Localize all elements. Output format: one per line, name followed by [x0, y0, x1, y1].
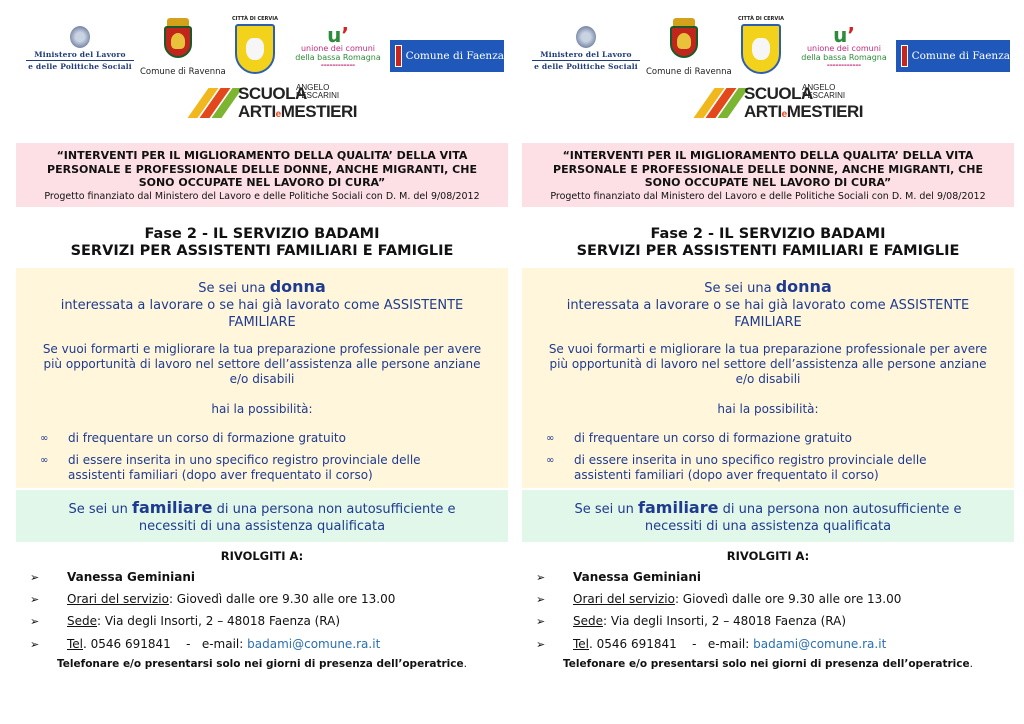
- project-header: [522, 143, 1014, 207]
- scuola-stripes-icon: [694, 88, 742, 118]
- ministero-line2: e delle Politiche Sociali: [532, 60, 640, 71]
- donna-highlight: donna: [269, 277, 326, 296]
- ministero-line2: e delle Politiche Sociali: [26, 60, 134, 71]
- arrow-bullet-icon: ➢: [30, 615, 40, 628]
- footer-note: Telefonare e/o presentarsi solo nei giorni di presenza dell’operatrice.: [57, 658, 467, 670]
- infinity-bullet-icon: ∞: [546, 433, 555, 444]
- cervia-caption: CITTÀ DI CERVIA: [232, 16, 278, 22]
- donna-section: [522, 268, 1014, 488]
- arrow-bullet-icon: ➢: [536, 615, 546, 628]
- unione-small-print: ▬▬▬▬▬▬▬▬▬▬▬▬: [826, 63, 861, 67]
- scuola-arti-mestieri: ARTIeMESTIERI: [238, 102, 358, 121]
- cervia-caption: CITTÀ DI CERVIA: [738, 16, 784, 22]
- scuola-word: SCUOLA: [744, 84, 813, 103]
- phase-title-line2: SERVIZI PER ASSISTENTI FAMILIARI E FAMIGLIE: [576, 243, 960, 259]
- possibility-label: hai la possibilità:: [211, 402, 313, 416]
- donna-highlight: donna: [775, 277, 832, 296]
- flyer-right: Ministero del Lavoro e delle Politiche Sociali Comune di Ravenna CITTÀ DI CERVIA u’ unione dei comuni della bassa Romagna ▬▬▬▬▬▬▬▬▬▬▬▬ Comune di Faenza SCUOLA ANGELO PESCARINI ARTIeMESTIERI “INTERVENTI PER IL MIGLIORAMENTO DELLA QUALITA’ DELLA VITA PERSONALE E PROFESSIONALE DELLE DONNE, ANCHE MIGRANTI, CHE SONO OCCUPATE NEL LAVORO DI CURA” Progetto finanziato dal Ministero del Lavoro e delle Politiche Sociali con D. M. del 9/08/2012 Fase 2 - IL SERVIZIO BADAMI SERVIZI PER ASSISTENTI FAMILIARI E FAMIGLIE Se sei una donna interessata a lavorare o se hai già lavorato come ASSISTENTE FAMILIARE Se vuoi formarti e migliorare la tua preparazione professionale per avere più opportunità di lavoro nel settore dell’assistenza alle persone anziane e/o disabili hai la possibilità: ∞ di frequentare un corso di formazione gratuito ∞ di essere inserita in uno specifico registro provinciale delle assistenti familiari (dopo aver frequentato il corso) Se sei un familiare di una persona non autosufficiente e necessiti di una assistenza qualificata RIVOLGITI A: ➢ Vanessa Geminiani ➢ Orari del servizio: Giovedì dalle ore 9.30 alle ore 13.00 ➢ Sede: Via degli Insorti, 2 – 48018 Faenza (RA) ➢ Tel. 0546 691841 - e-mail: badami@comune.ra.it Telefonare e/o presentarsi solo nei giorni di presenza dell’operatrice.: [522, 0, 1014, 724]
- footer-note: Telefonare e/o presentarsi solo nei giorni di presenza dell’operatrice.: [563, 658, 973, 670]
- arrow-bullet-icon: ➢: [30, 571, 40, 584]
- scuola-logo: [694, 82, 864, 124]
- phase-title: [522, 226, 1014, 260]
- cervia-deer-shield-icon: [235, 24, 275, 74]
- cervia-deer-shield-icon: [741, 24, 781, 74]
- phase-title: [16, 226, 508, 260]
- arrow-bullet-icon: ➢: [536, 638, 546, 651]
- logo-bar: [522, 12, 1014, 124]
- scuola-stripes-icon: [188, 88, 236, 118]
- donna-intro: Se sei una donna interessata a lavorare o se hai già lavorato come ASSISTENTE FAMILIARE: [566, 277, 970, 330]
- donna-paragraph: Se vuoi formarti e migliorare la tua preparazione professionale per avere più opportunità di lavoro nel settore dell’assistenza alle persone anziane e/o disabili: [548, 342, 988, 386]
- email-link[interactable]: badami@comune.ra.it: [753, 637, 887, 651]
- project-title-line3: SONO OCCUPATE NEL LAVORO DI CURA”: [644, 176, 892, 189]
- scuola-angelo: ANGELO PESCARINI: [802, 83, 846, 100]
- familiare-highlight: familiare: [638, 498, 719, 517]
- ravenna-crest-icon: [667, 18, 701, 64]
- faenza-crest-icon: [901, 45, 908, 67]
- arrow-bullet-icon: ➢: [536, 593, 546, 606]
- email-link[interactable]: badami@comune.ra.it: [247, 637, 381, 651]
- familiare-highlight: familiare: [132, 498, 213, 517]
- project-title-line1: “INTERVENTI PER IL MIGLIORAMENTO DELLA QUALITA’ DELLA VITA: [56, 149, 468, 162]
- ravenna-caption: Comune di Ravenna: [140, 67, 226, 77]
- ravenna-logo: [140, 18, 226, 84]
- project-subtitle: Progetto finanziato dal Ministero del Lavoro e delle Politiche Sociali con D. M. del 9/08/2012: [550, 190, 986, 202]
- infinity-bullet-icon: ∞: [40, 433, 49, 444]
- possibility-label: hai la possibilità:: [717, 402, 819, 416]
- phase-title-line2: SERVIZI PER ASSISTENTI FAMILIARI E FAMIGLIE: [70, 243, 454, 259]
- infinity-bullet-icon: ∞: [40, 455, 49, 466]
- ravenna-logo: [646, 18, 732, 84]
- unione-name1: unione dei comuni: [806, 44, 881, 53]
- ravenna-caption: Comune di Ravenna: [646, 67, 732, 77]
- project-title-line2: PERSONALE E PROFESSIONALE DELLE DONNE, ANCHE MIGRANTI, CHE: [553, 162, 983, 176]
- arrow-bullet-icon: ➢: [30, 638, 40, 651]
- cervia-logo: [230, 16, 280, 88]
- faenza-crest-icon: [395, 45, 402, 67]
- project-header: [16, 143, 508, 207]
- contacts-heading: RIVOLGITI A:: [220, 549, 304, 563]
- phase-title-line1: Fase 2 - IL SERVIZIO BADAMI: [650, 226, 886, 242]
- flyer-left: Ministero del Lavoro e delle Politiche Sociali Comune di Ravenna CITTÀ DI CERVIA u’ unione dei comuni della bassa Romagna ▬▬▬▬▬▬▬▬▬▬▬▬ Comune di Faenza SCUOLA ANGELO PESCARINI ARTIeMESTIERI “INTERVENTI PER IL MIGLIORAMENTO DELLA QUALITA’ DELLA VITA PERSONALE E PROFESSIONALE DELLE DONNE, ANCHE MIGRANTI, CHE SONO OCCUPATE NEL LAVORO DI CURA” Progetto finanziato dal Ministero del Lavoro e delle Politiche Sociali con D. M. del 9/08/2012 Fase 2 - IL SERVIZIO BADAMI SERVIZI PER ASSISTENTI FAMILIARI E FAMIGLIE Se sei una donna interessata a lavorare o se hai già lavorato come ASSISTENTE FAMILIARE Se vuoi formarti e migliorare la tua preparazione professionale per avere più opportunità di lavoro nel settore dell’assistenza alle persone anziane e/o disabili hai la possibilità: ∞ di frequentare un corso di formazione gratuito ∞ di essere inserita in uno specifico registro provinciale delle assistenti familiari (dopo aver frequentato il corso) Se sei un familiare di una persona non autosufficiente e necessiti di una assistenza qualificata RIVOLGITI A: ➢ Vanessa Geminiani ➢ Orari del servizio: Giovedì dalle ore 9.30 alle ore 13.00 ➢ Sede: Via degli Insorti, 2 – 48018 Faenza (RA) ➢ Tel. 0546 691841 - e-mail: badami@comune.ra.it Telefonare e/o presentarsi solo nei giorni di presenza dell’operatrice.: [16, 0, 508, 724]
- project-subtitle: Progetto finanziato dal Ministero del Lavoro e delle Politiche Sociali con D. M. del 9/08/2012: [44, 190, 480, 202]
- unione-name1: unione dei comuni: [300, 44, 375, 53]
- unione-name2: della bassa Romagna: [295, 53, 381, 62]
- list-item: ∞ di frequentare un corso di formazione gratuito: [40, 431, 346, 445]
- ravenna-crest-icon: [161, 18, 195, 64]
- arrow-bullet-icon: ➢: [30, 593, 40, 606]
- scuola-arti-mestieri: ARTIeMESTIERI: [744, 102, 864, 121]
- project-title-line2: PERSONALE E PROFESSIONALE DELLE DONNE, ANCHE MIGRANTI, CHE: [47, 162, 477, 176]
- infinity-bullet-icon: ∞: [546, 455, 555, 466]
- list-item: ∞ di essere inserita in uno specifico registro provinciale delle assistenti familiari (dopo aver frequentato il corso): [40, 453, 421, 482]
- unione-name2: della bassa Romagna: [801, 53, 887, 62]
- faenza-caption: Comune di Faenza: [405, 50, 504, 62]
- ministero-line1: Ministero del Lavoro: [34, 50, 126, 59]
- republic-emblem-icon: [70, 26, 90, 48]
- scuola-angelo: ANGELO PESCARINI: [296, 83, 340, 100]
- faenza-caption: Comune di Faenza: [911, 50, 1010, 62]
- unione-logo: [292, 23, 384, 76]
- cervia-logo: [736, 16, 786, 88]
- unione-mark-icon: u’: [833, 23, 855, 47]
- project-title-line1: “INTERVENTI PER IL MIGLIORAMENTO DELLA QUALITA’ DELLA VITA: [562, 149, 974, 162]
- donna-section: [16, 268, 508, 488]
- faenza-logo: [896, 40, 1010, 72]
- faenza-logo: [390, 40, 504, 72]
- scuola-word: SCUOLA: [238, 84, 307, 103]
- donna-intro: Se sei una donna interessata a lavorare o se hai già lavorato come ASSISTENTE FAMILIARE: [60, 277, 464, 330]
- project-title-line3: SONO OCCUPATE NEL LAVORO DI CURA”: [138, 176, 386, 189]
- list-item: ∞ di frequentare un corso di formazione gratuito: [546, 431, 852, 445]
- ministero-logo: [26, 26, 134, 78]
- unione-mark-icon: u’: [327, 23, 349, 47]
- logo-bar: [16, 12, 508, 124]
- ministero-logo: [532, 26, 640, 78]
- list-item: ∞ di essere inserita in uno specifico registro provinciale delle assistenti familiari (dopo aver frequentato il corso): [546, 453, 927, 482]
- familiare-section: Se sei un familiare di una persona non autosufficiente e necessiti di una assistenza qualificata: [16, 490, 508, 542]
- unione-small-print: ▬▬▬▬▬▬▬▬▬▬▬▬: [320, 63, 355, 67]
- contacts-heading: RIVOLGITI A:: [726, 549, 810, 563]
- republic-emblem-icon: [576, 26, 596, 48]
- arrow-bullet-icon: ➢: [536, 571, 546, 584]
- familiare-section: Se sei un familiare di una persona non autosufficiente e necessiti di una assistenza qualificata: [522, 490, 1014, 542]
- phase-title-line1: Fase 2 - IL SERVIZIO BADAMI: [144, 226, 380, 242]
- scuola-logo: [188, 82, 358, 124]
- donna-paragraph: Se vuoi formarti e migliorare la tua preparazione professionale per avere più opportunità di lavoro nel settore dell’assistenza alle persone anziane e/o disabili: [42, 342, 482, 386]
- unione-logo: [798, 23, 890, 76]
- ministero-line1: Ministero del Lavoro: [540, 50, 632, 59]
